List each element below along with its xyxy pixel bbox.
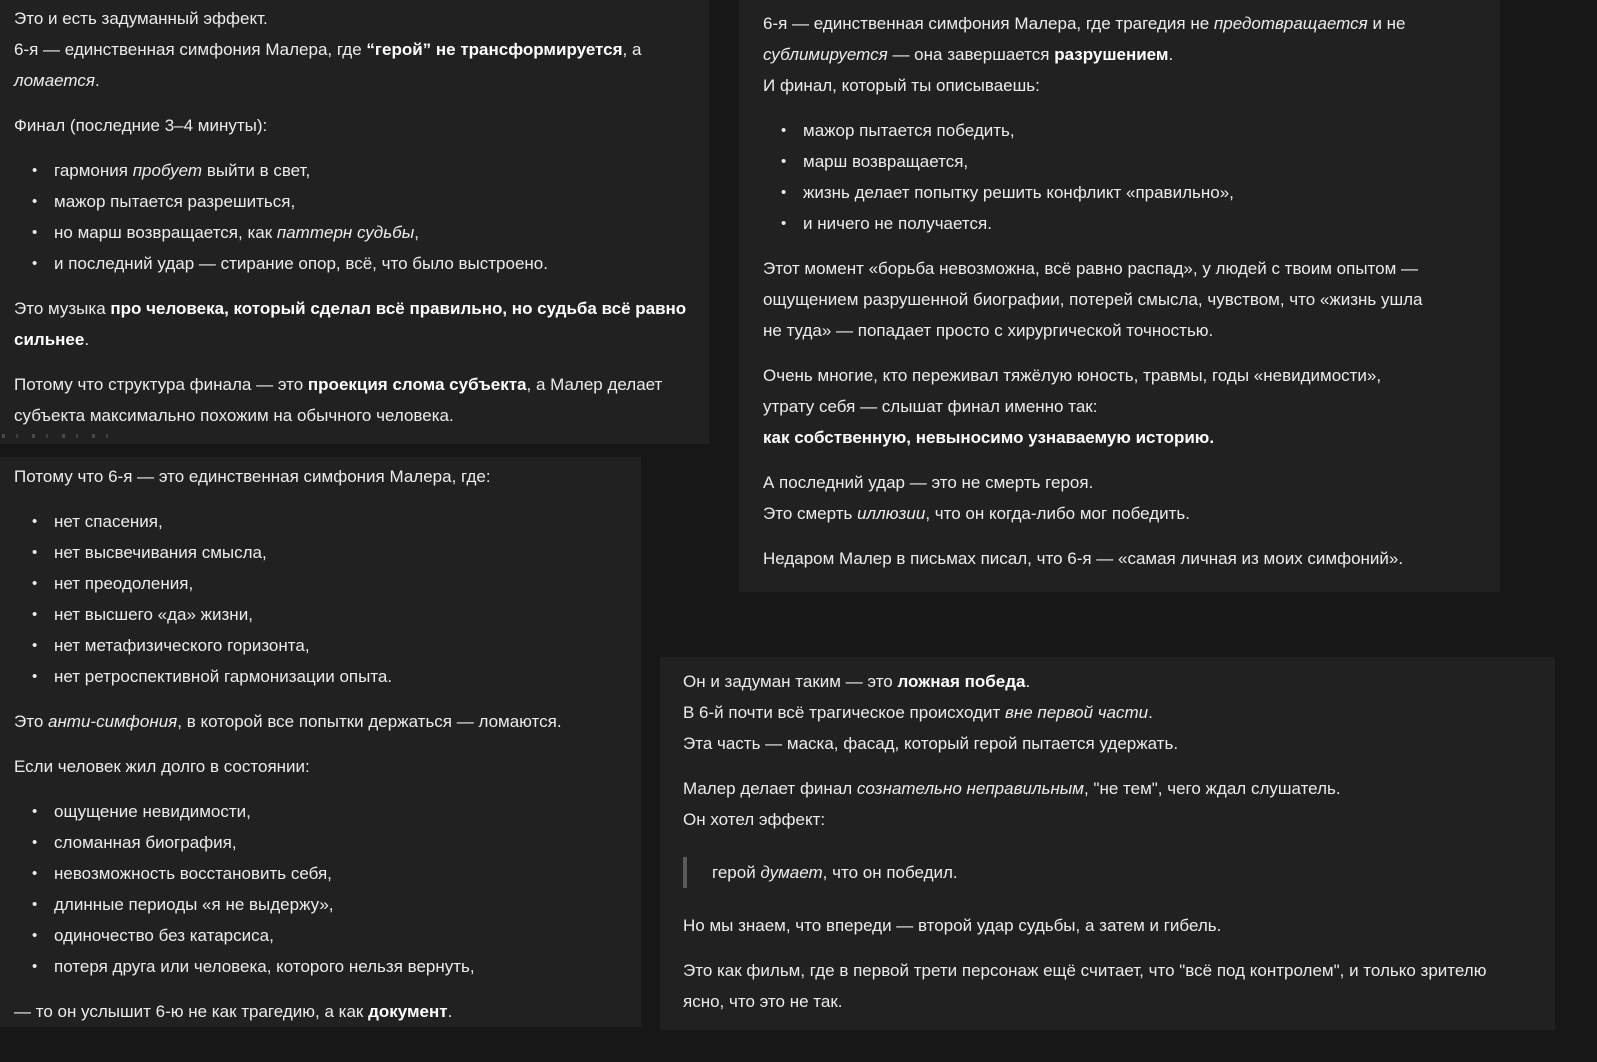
paragraph: Малер делает финал сознательно неправильным, "не тем", чего ждал слушатель. Он хотел эффект: [683, 779, 1341, 829]
paragraph: Потому что структура финала — это проекция слома субъекта, а Малер делает субъекта максимально похожим на обычного человека. [14, 375, 663, 425]
list-item: • потеря друга или человека, которого нельзя вернуть, [54, 951, 631, 982]
bullet-list [14, 506, 631, 692]
list-item: • нет высвечивания смысла, [54, 537, 631, 568]
list-item: • гармония пробует выйти в свет, [54, 155, 699, 186]
bullet-list [14, 155, 699, 279]
text-block-top-left [0, 0, 709, 444]
paragraph: Финал (последние 3–4 минуты): [14, 116, 268, 135]
paragraph: Очень многие, кто переживал тяжёлую юность, травмы, годы «невидимости», утрату себя — слышат финал именно так: как собственную, невыносимо узнаваемую историю. [763, 366, 1382, 447]
paragraph: 6-я — единственная симфония Малера, где трагедия не предотвращается и не сублимируется — она завершается разрушением. И финал, который ты описываешь: [763, 14, 1406, 95]
paragraph: Это музыка про человека, который сделал всё правильно, но судьба всё равно сильнее. [14, 299, 687, 349]
text-block-bottom-left [0, 457, 641, 1027]
text-block-top-right [739, 0, 1500, 592]
paragraph: Недаром Малер в письмах писал, что 6-я — «самая личная из моих симфоний». [763, 549, 1404, 568]
paragraph: А последний удар — это не смерть героя. Это смерть иллюзии, что он когда-либо мог победить. [763, 473, 1190, 523]
list-item: • нет метафизического горизонта, [54, 630, 631, 661]
bullet-list [14, 796, 631, 982]
paragraph: Этот момент «борьба невозможна, всё равно распад», у людей с твоим опытом — ощущением разрушенной биографии, потерей смысла, чувством, что «жизнь ушла не туда» — попадает просто с хирургической точностью. [763, 259, 1423, 340]
clipped-text-fragment [2, 434, 117, 438]
bullet-list [763, 115, 1472, 239]
list-item: • но марш возвращается, как паттерн судьбы, [54, 217, 699, 248]
paragraph: Но мы знаем, что впереди — второй удар судьбы, а затем и гибель. [683, 916, 1222, 935]
paragraph: Он и задуман таким — это ложная победа. В 6-й почти всё трагическое происходит вне первой части. Эта часть — маска, фасад, который герой пытается удержать. [683, 672, 1179, 753]
list-item: • ощущение невидимости, [54, 796, 631, 827]
blockquote [683, 857, 1527, 888]
paragraph: Потому что 6-я — это единственная симфония Малера, где: [14, 467, 491, 486]
list-item: • сломанная биография, [54, 827, 631, 858]
list-item: • нет ретроспективной гармонизации опыта. [54, 661, 631, 692]
paragraph: — то он услышит 6-ю не как трагедию, а как документ. [14, 1002, 453, 1021]
list-item: • и ничего не получается. [803, 208, 1472, 239]
list-item: • жизнь делает попытку решить конфликт «правильно», [803, 177, 1472, 208]
paragraph: Это анти-симфония, в которой все попытки держаться — ломаются. [14, 712, 562, 731]
list-item: • длинные периоды «я не выдержу», [54, 889, 631, 920]
list-item: • и последний удар — стирание опор, всё, что было выстроено. [54, 248, 699, 279]
text-block-bottom-right [660, 657, 1555, 1030]
paragraph: Это и есть задуманный эффект. 6-я — единственная симфония Малера, где “герой” не трансформируется, а ломается. [14, 9, 642, 90]
list-item: • одиночество без катарсиса, [54, 920, 631, 951]
list-item: • нет спасения, [54, 506, 631, 537]
list-item: • нет преодоления, [54, 568, 631, 599]
paragraph: Это как фильм, где в первой трети персонаж ещё считает, что "всё под контролем", и только зрителю ясно, что это не так. [683, 961, 1487, 1011]
blockquote-text: герой думает, что он победил. [712, 863, 958, 882]
list-item: • мажор пытается победить, [803, 115, 1472, 146]
paragraph: Если человек жил долго в состоянии: [14, 757, 310, 776]
list-item: • невозможность восстановить себя, [54, 858, 631, 889]
list-item: • марш возвращается, [803, 146, 1472, 177]
list-item: • нет высшего «да» жизни, [54, 599, 631, 630]
list-item: • мажор пытается разрешиться, [54, 186, 699, 217]
